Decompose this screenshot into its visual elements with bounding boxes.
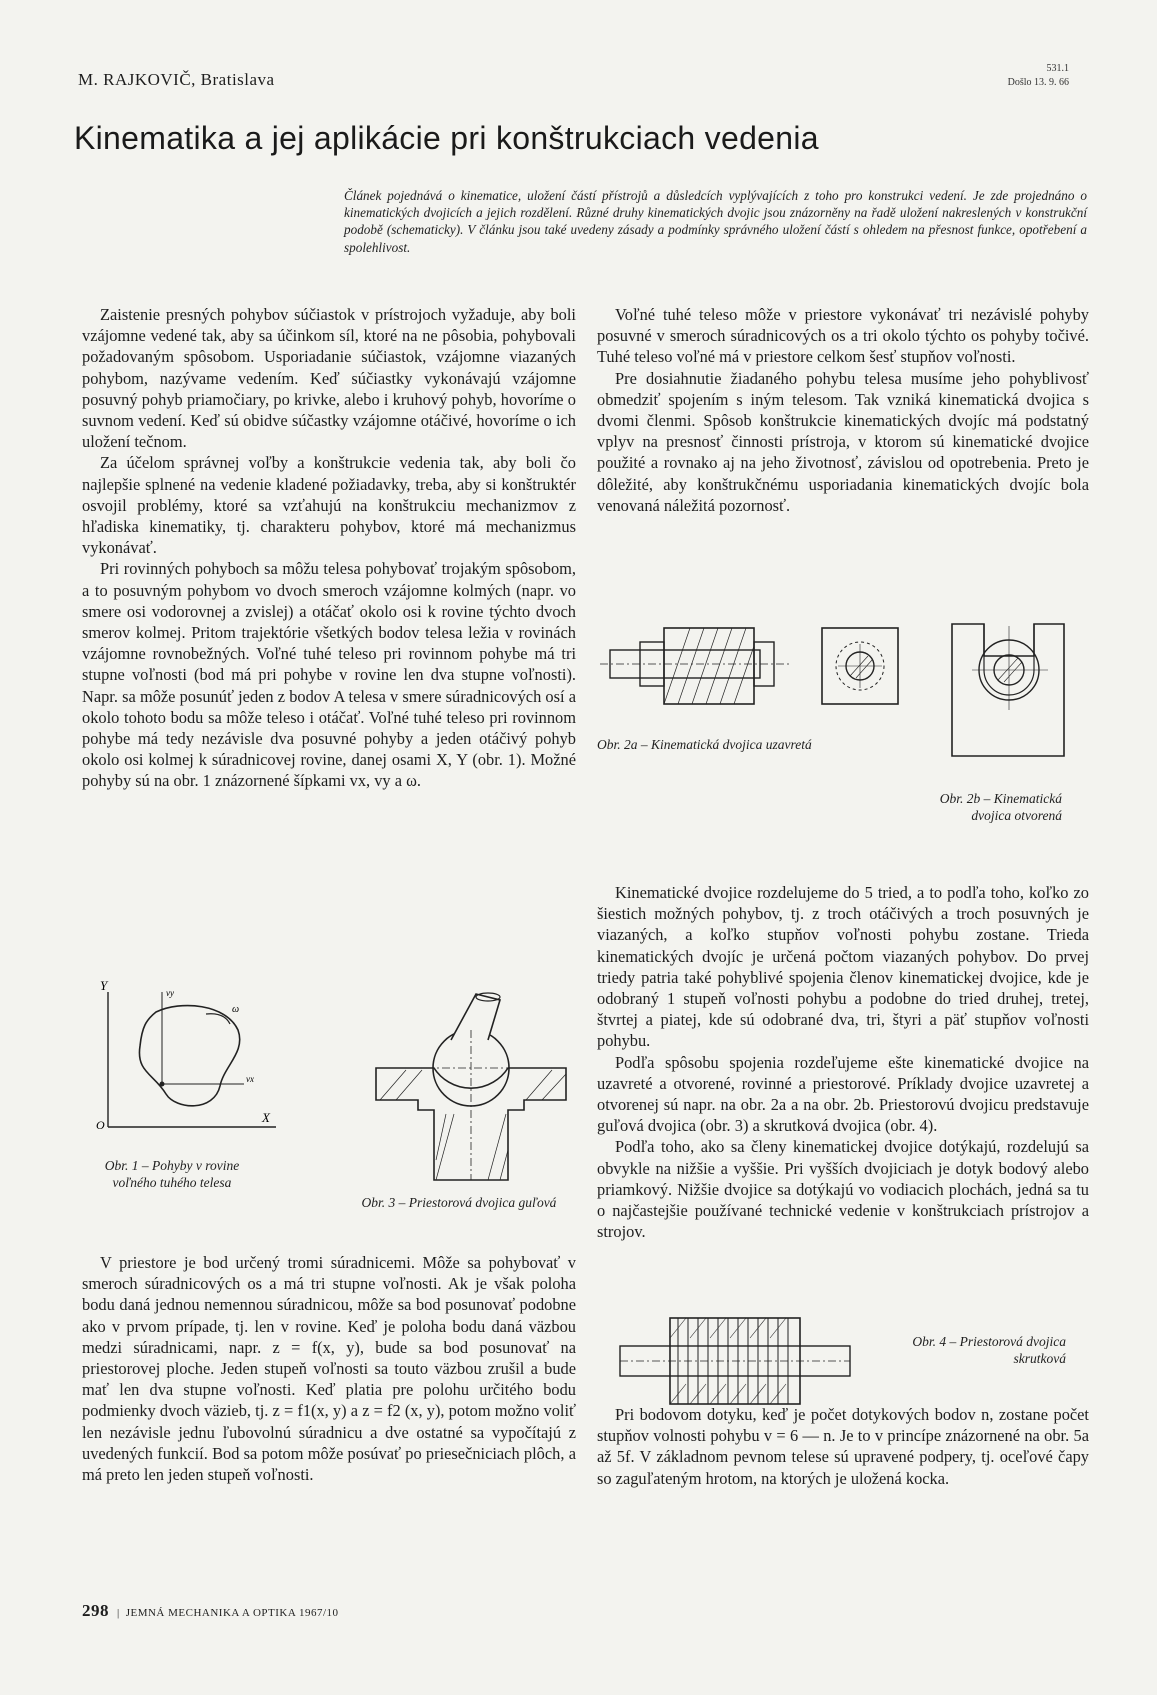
paragraph: Voľné tuhé teleso môže v priestore vykonávať tri nezávislé pohyby posuvné v smeroch súradnicových os a tri okolo týchto os pohyby točivé. Tuhé teleso voľné má v priestore celkom šesť stupňov voľnosti.: [597, 305, 1089, 367]
paragraph: Pre dosiahnutie žiadaného pohybu telesa musíme jeho pohyblivosť obmedziť spojením s iným telesom. Tak vzniká kinematická dvojica s dvomi členmi. Spôsob konštrukcie kinematických dvojíc má podstatný vplyv na presnosť činnosti prístroja, v ktorom sú kinematické dvojice použité a rovnako aj na jeho životnosť, závislou od opotrebenia. Preto je dôležité, aby konštrukčnému usporiadania kinematických dvojíc bola venovaná náležitá pozornosť.: [597, 368, 1089, 515]
page-footer: [82, 1601, 339, 1621]
vy-label: vy: [166, 988, 174, 998]
paragraph: Za účelom správnej voľby a konštrukcie vedenia tak, aby boli čo najlepšie splnené na vedenie kladené požiadavky, treba, aby si konštruktér osvojil problémy, ktoré sa vzťahujú na konštrukciu mechanizmov z hľadiska kinematiky, tj. charakteru pohybov, ktoré má mechanizmus vykonávať.: [82, 453, 576, 558]
column-right-bottom: [597, 1404, 1089, 1489]
received-date: Došlo 13. 9. 66: [1007, 77, 1069, 88]
figure-2b-caption: Obr. 2b – Kinematická dvojica otvorená: [939, 791, 1062, 823]
column-left-top: [82, 304, 576, 792]
origin-label: O: [96, 1118, 105, 1132]
omega-label: ω: [232, 1004, 240, 1015]
figure-3-diagram: [376, 990, 566, 1180]
journal-name: JEMNÁ MECHANIKA A OPTIKA 1967/10: [125, 1607, 339, 1619]
paragraph: Zaistenie presných pohybov súčiastok v prístrojoch vyžaduje, aby boli vzájomne vedené tak, aby sa účinkom síl, ktoré na ne pôsobia, pohybovali požadovaným spôsobom. Usporiadanie súčiastok, vzájomne viazaných pohybom, nazývame vedením. Keď súčiastky vykonávajú vzájomne posuvný pohyb priamočiary, po krivke, alebo i kruhový pohyb, hovoríme o suvnom vedení. Keď sú obidve súčastky vzájomne otáčivé, hovoríme o ich uložení tečnom.: [82, 305, 576, 452]
figure-4-diagram: [620, 1314, 850, 1414]
page-number: 298: [82, 1601, 109, 1620]
vx-label: vx: [246, 1074, 254, 1084]
paragraph: Kinematické dvojice rozdelujeme do 5 tried, a to podľa toho, koľko zo šiestich možných pohybov, tj. z troch otáčivých a troch posuvných je viazaných, a koľko stupňov voľnosti pohybu zostane. Trieda kinematických dvojíc je určená počtom viazaných pohybov. Do prvej triedy patria také pohyblivé spojenia členov kinematickej dvojice, kde je odobraný 1 stupeň voľnosti pohybu a podobne do tried druhej, tretej, štvrtej a piatej, kde sú odobrané dva, tri, štyri a päť stupňov voľnosti pohybu.: [597, 883, 1089, 1051]
paragraph: Pri rovinných pohyboch sa môžu telesa pohybovať trojakým spôsobom, a to posuvným pohybom vo dvoch smeroch vzájomne kolmých (napr. vo smere osi vodorovnej a zvislej) a otáčať okolo osi k rovine týchto dvoch smerov kolmej. Pritom trajektórie všetkých bodov telesa ležia v rovinách vzájomne rovnobežných. Voľné tuhé teleso pri rovinnom pohybe má tri stupne voľnosti (bod má pri pohybe v rovine len dva stupne voľnosti). Napr. sa môže posunúť jeden z bodov A telesa v smere súradnicových osí a okolo tohoto bodu sa môže teleso i otáčať. Voľné tuhé teleso pri rovinnom pohybe má tedy nezávisle dva posuvné pohyby a jeden otáčivý pohyb okolo osi kolmej k súradnicovej rovine, danej osami X, Y (obr. 1). Možné pohyby sú na obr. 1 znázornené šípkami vx, vy a ω.: [82, 559, 576, 791]
figure-3-caption: Obr. 3 – Priestorová dvojica guľová: [361, 1195, 557, 1210]
article-meta: [1008, 62, 1069, 90]
figure-1-diagram: [96, 978, 316, 1132]
article-title: Kinematika a jej aplikácie pri konštrukciach vedenia: [74, 120, 819, 156]
paragraph: Pri bodovom dotyku, keď je počet dotykových bodov n, zostane počet stupňov volnosti pohybu v = 6 — n. Je to v princípe znázornené na obr. 5a až 5f. V základnom pevnom telese sú upravené podpery, tj. oceľové čapy so zaguľateným hrotom, na ktorých je uložená kocka.: [597, 1405, 1089, 1488]
paragraph: V priestore je bod určený tromi súradnicemi. Môže sa pohybovať v smeroch súradnicových os a má tri stupne voľnosti. Ak je však poloha bodu daná jednou nemennou súradnicou, môže sa bod posunovať podobne ako v prvom prípade, tj. len v rovine. Keď je poloha bodu daná väzbou medzi súradnicami, napr. z = f(x, y), bude sa bod posunovať na priestorovej ploche. Jeden stupeň voľnosti sa touto väzbou zrušil a bude mať len dva stupne voľnosti. Keď platia pre polohu určitého bodu podmienky dvoch väzieb, tj. z = f1(x, y) a z = f2 (x, y), potom možno voliť len nezávisle jednu ľubovolnú súradnicu a dve ostatné sa vypočítajú z uvedených funkcií. Bod sa potom môže posúvať po priesečniciach plôch, a má preto len jeden stupeň voľnosti.: [82, 1253, 576, 1485]
figure-2a-diagram: [600, 620, 910, 732]
axis-label-y: Y: [100, 978, 108, 993]
figure-1-caption: Obr. 1 – Pohyby v rovine voľného tuhého telesa: [104, 1158, 240, 1190]
paragraph: Podľa spôsobu spojenia rozdeľujeme ešte kinematické dvojice na uzavreté a otvorené, rovinné a priestorové. Príklady dvojice uzavretej a otvorenej sú napr. na obr. 2a a na obr. 2b. Priestorovú dvojicu predstavuje guľová dvojica (obr. 3) a skrutková dvojica (obr. 4).: [597, 1052, 1089, 1136]
column-right-middle: [597, 882, 1089, 1242]
class-code: 531.1: [1046, 63, 1069, 74]
column-right-top: [597, 304, 1089, 516]
figure-4-caption: Obr. 4 – Priestorová dvojica skrutková: [912, 1334, 1066, 1366]
abstract: Článek pojednává o kinematice, uložení částí přístrojů a důsledcích vyplývajících z toho pro konstrukci vedení. Je zde projednáno o kinematických dvojicích a jejich rozdělení. Různé druhy kinematických dvojic jsou znázorněny na řadě uložení nakreslených v konstrukční podobě (schematicky). V článku jsou také uvedeny zásady a podmínky správného uložení částí s ohledem na přesnost funkce, opotřebení a spolehlivost.: [344, 188, 1087, 255]
axis-label-x: X: [262, 1110, 270, 1125]
column-left-bottom: [82, 1252, 576, 1485]
author-line: M. RAJKOVIČ, Bratislava: [78, 70, 275, 89]
figure-2a-caption: Obr. 2a – Kinematická dvojica uzavretá: [597, 737, 812, 752]
paragraph: Podľa toho, ako sa členy kinematickej dvojice dotýkajú, rozdelujú sa obvykle na nižšie a vyššie. Pri vyšších dvojiciach je dotyk bodový alebo priamkový. Nižšie dvojice sa dotýkajú vo vodiacich plochách, jedná sa tu o najčastejšie používané technické vedenie v konštrukciach prístrojov a strojov.: [597, 1137, 1089, 1242]
footer-divider: |: [117, 1607, 120, 1619]
figure-2b-diagram: [948, 620, 1068, 760]
